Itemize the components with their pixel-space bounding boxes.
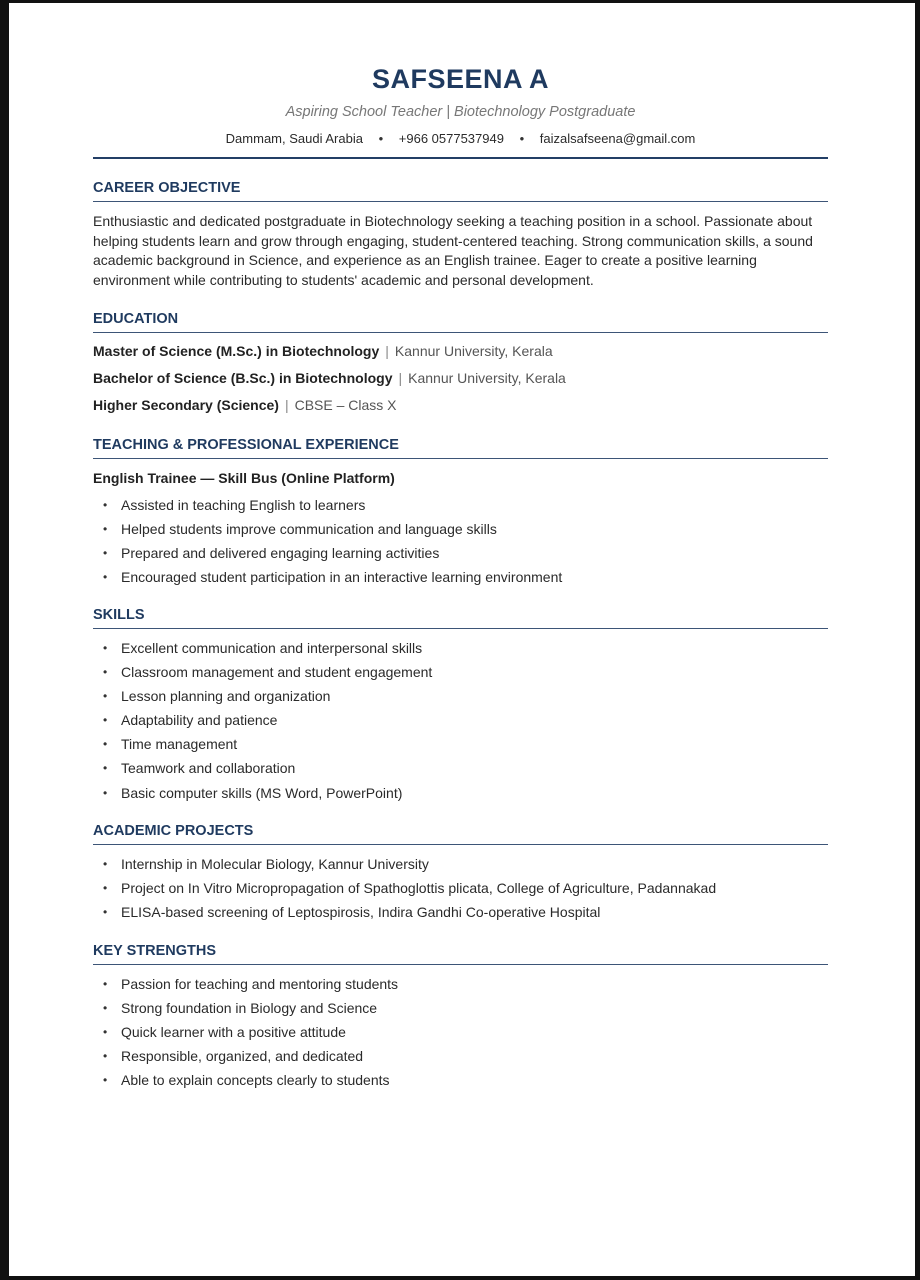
candidate-name: SAFSEENA A <box>371 64 550 94</box>
strengths-bullets <box>93 972 828 1092</box>
education-list <box>93 338 828 419</box>
contact-location: Dammam, Saudi Arabia <box>225 131 363 146</box>
education-separator: | <box>284 397 289 413</box>
contact-phone: +966 0577537949 <box>398 131 504 146</box>
candidate-tagline: Aspiring School Teacher | Biotechnology Postgraduate <box>285 104 636 120</box>
projects-bullets <box>93 852 828 924</box>
list-item: • Assisted in teaching English to learners <box>93 493 828 517</box>
section-experience <box>93 436 828 589</box>
section-title: EDUCATION <box>93 310 828 333</box>
list-item: • Teamwork and collaboration <box>93 756 828 780</box>
education-institution: Kannur University, Kerala <box>408 370 566 386</box>
contact-separator: • <box>378 131 384 146</box>
list-item: • Passion for teaching and mentoring students <box>93 972 828 996</box>
contact-separator: • <box>519 131 525 146</box>
skills-bullets <box>93 636 828 805</box>
objective-text: Enthusiastic and dedicated postgraduate in Biotechnology seeking a teaching position in a school. Passionate about helping students learn and grow through engaging, student-centered teaching. Strong communication skills, a sound academic background in Science, and experience as an English trainee. Eager to create a positive learning environment while contributing to students' academic and personal development. <box>93 213 813 289</box>
contact-email: faizalsafseena@gmail.com <box>539 131 696 146</box>
list-item: • Basic computer skills (MS Word, PowerPoint) <box>93 781 828 805</box>
list-item: • Time management <box>93 732 828 756</box>
education-degree: Master of Science (M.Sc.) in Biotechnology <box>93 343 380 359</box>
section-career-objective <box>93 179 828 291</box>
education-entry <box>93 392 828 419</box>
section-title: ACADEMIC PROJECTS <box>93 822 828 845</box>
education-institution: Kannur University, Kerala <box>394 343 553 359</box>
education-separator: | <box>385 343 389 359</box>
section-title: TEACHING & PROFESSIONAL EXPERIENCE <box>93 436 828 459</box>
list-item: • ELISA-based screening of Leptospirosis, Indira Gandhi Co-operative Hospital <box>93 900 828 924</box>
list-item: • Encouraged student participation in an interactive learning environment <box>93 565 828 589</box>
list-item: • Responsible, organized, and dedicated <box>93 1044 828 1068</box>
experience-role: English Trainee — Skill Bus (Online Platform) <box>93 470 395 486</box>
education-degree: Higher Secondary (Science) <box>93 397 279 413</box>
section-education <box>93 310 828 419</box>
section-title: CAREER OBJECTIVE <box>93 179 828 202</box>
list-item: • Strong foundation in Biology and Science <box>93 996 828 1020</box>
list-item: • Quick learner with a positive attitude <box>93 1020 828 1044</box>
education-institution: CBSE – Class X <box>294 397 397 413</box>
section-academic-projects <box>93 822 828 924</box>
education-entry <box>93 365 828 392</box>
list-item: • Project on In Vitro Micropropagation of Spathoglottis plicata, College of Agriculture, Padannakad <box>93 876 828 900</box>
resume-document <box>93 0 828 1089</box>
experience-bullets <box>93 493 828 589</box>
contact-line <box>93 130 828 148</box>
section-skills <box>93 606 828 805</box>
list-item: • Adaptability and patience <box>93 708 828 732</box>
list-item: • Classroom management and student engagement <box>93 660 828 684</box>
list-item: • Helped students improve communication and language skills <box>93 517 828 541</box>
section-title: KEY STRENGTHS <box>93 942 828 965</box>
list-item: • Prepared and delivered engaging learning activities <box>93 541 828 565</box>
education-entry <box>93 338 828 365</box>
education-degree: Bachelor of Science (B.Sc.) in Biotechnology <box>93 370 393 386</box>
resume-header <box>93 0 828 159</box>
header-divider <box>93 157 828 159</box>
list-item: • Lesson planning and organization <box>93 684 828 708</box>
list-item: • Internship in Molecular Biology, Kannur University <box>93 852 828 876</box>
section-key-strengths <box>93 942 828 1092</box>
education-separator: | <box>398 370 403 386</box>
list-item: • Able to explain concepts clearly to students <box>93 1068 828 1092</box>
section-title: SKILLS <box>93 606 828 629</box>
list-item: • Excellent communication and interpersonal skills <box>93 636 828 660</box>
